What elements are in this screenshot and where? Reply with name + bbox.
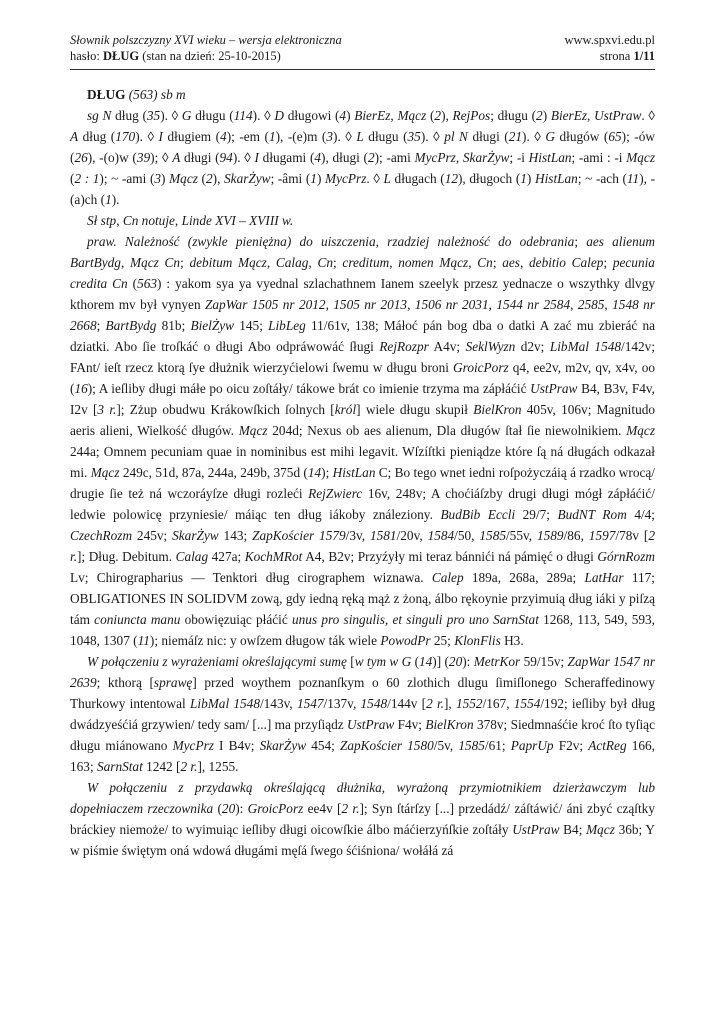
page-number: strona 1/11 (599, 49, 655, 63)
paragraph-definition: praw. Należność (zwykle pieniężna) do uiszczenia, rzadziej należność do odebrania; aes alienum BartBydg, Mącz Cn; debitum Mącz, Calag, Cn; creditum, nomen Mącz, Cn; aes, debitio Calep; pecunia credita Cn (563) : yakom sya ya vyednal szlachathnem Ianem szeelyk przesz yednacze o wszythky dlvgy kthorem mv był vynyen ZapWar 1505 nr 2012, 1505 nr 2013, 1506 nr 2031, 1544 nr 2584, 2585, 1548 nr 2668; BartBydg 81b; BielŻyw 145; LibLeg 11/61v, 138; Máłoć pán bog dba o datki A zać mu zbieráć na dziatki. Abo ſie troſkáć o długi Abo odpráwowáć ſługi RejRozpr A4v; SeklWyzn d2v; LibMal 1548/142v; FAnt/ ieſt rzecz ktorą ſye dłużnik wierzyćielowi ſwemu w długu broni GroicPorz q4, ee2v, m2v, qv, x4v, oo (16); A ieſliby długi máłe po oicu zoſtáły/ tákowe brát co imienie trzyma ma zápłáćić UstPraw B4, B3v, F4v, I2v [3 r.]; Zżup obudwu Krákowſkich ſolnych [król] wiele długu skupił BielKron 405v, 106v; Magnitudo aeris alieni, Wielkość długów. Mącz 204d; Nexus ob aes alienum, Dla długów ſtał ſie niewolnikiem. Mącz 244a; Omnem pecuniam quae in nominibus est mihi legavit. Wſzíſtki pieniądze które ſą ná długách odkazał mi. Mącz 249c, 51d, 87a, 244a, 249b, 375d (14); HistLan C; Bo tego wnet iedni roſpożyczáią á rzadko wrocą/ drugie ſie też ná wczoráyſze długi rozleći RejZwierc 16v, 248v; A choćiáſzby drugi długi mógł zápłáćić/ ledwie polowicę przyniesie/ máiąc ten dług iákoby ználeziony. BudBib Eccli 29/7; BudNT Rom 4/4; CzechRozm 245v; SkarŻyw 143; ZapKościer 1579/3v, 1581/20v, 1584/50, 1585/55v, 1589/86, 1597/78v [2 r.]; Dług. Debitum. Calag 427a; KochMRot A4, B2v; Przyźyły mi teraz bánnići ná pámięć o długi GórnRozm Lv; Chirographarius — Tenktori dług cirographem wiznawa. Calep 189a, 268a, 289a; LatHar 117; OBLIGATIONES IN SOLIDVM zową, gdy iedną ręką mąż z żoną, álbo rękoynie przyimuią dług iáki y piſzą tám coniuncta manu obowięzuiąc płáćić unus pro singulis, et singuli pro uno SarnStat 1268, 113, 549, 593, 1048, 1307 (11); niemáſz nic: y owſzem długow ták wiele PowodPr 25; KlonFlis H3. (70, 234, 656, 648)
site-url[interactable]: www.spxvi.edu.pl (564, 33, 655, 47)
dictionary-title: Słownik polszczyzny XVI wieku – wersja elektroniczna (70, 33, 342, 47)
header-divider (70, 69, 655, 70)
entry-info: hasło: DŁUG (stan na dzień: 25-10-2015) (70, 49, 281, 63)
paragraph-combination-sum: W połączeniu z wyrażeniami określającymi sumę [w tym w G (14)] (20): MetrKor 59/15v; ZapWar 1547 nr 2639; kthorą [sprawę] przed woythem poznanſkym o 60 zlothich dlugu ſimiſlonego Scheraffedinowy Thurkowy intentowal LibMal 1548/143v, 1547/137v, 1548/144v [2 r.], 1552/167, 1554/192; ieſliby był dług dwádzyeśćiá grzywien/ tedy sam/ [...] ma przyſiądz UstPraw F4v; BielKron 378v; Siedmnaśćie kroć ſto tyſiąc długu miánowano MycPrz I B4v; SkarŻyw 454; ZapKościer 1580/5v, 1585/61; PaprUp F2v; ActReg 166, 163; SarnStat 1242 [2 r.], 1255. (70, 654, 656, 774)
paragraph-combination-debtor: W połączeniu z przydawką określającą dłużnika, wyrażoną przymiotnikiem dzierżawczym lub dopełniaczem rzeczownika (20): GroicPorz ee4v [2 r.]; Syn ſtárſzy [...] przedádź/ záſtáwić/ áni zbyć cząſtky bráckiey niemoże/ to wyimuiąc ieſliby długi oicowſkie álbo máćierzyńſkie zoſtáły UstPraw B4; Mącz 36b; Y w piśmie świętym oná wdowá długámi męſá ſwego śćiśniona/ wołáłá zá (70, 780, 656, 858)
entry-headline: DŁUG (563) sb m (87, 87, 186, 102)
paragraph-sources: Sł stp, Cn notuje, Linde XVI – XVIII w. (87, 213, 294, 228)
paragraph-forms: sg N dług (35). ◊ G długu (114). ◊ D długowi (4) BierEz, Mącz (2), RejPos; długu (2) BierEz, UstPraw. ◊ A dług (170). ◊ I długiem (4); -em (1), -(e)m (3). ◊ L długu (35). ◊ pl N długi (21). ◊ G długów (65); -ów (26), -(o)w (39); ◊ A długi (94). ◊ I długami (4), długi (2); -ami MycPrz, SkarŻyw; -i HistLan; -ami : -i Mącz (2 : 1); ~ -ami (3) Mącz (2), SkarŻyw; -âmi (1) MycPrz. ◊ L długach (12), długoch (1) HistLan; ~ -ach (11), -(a)ch (1). (70, 108, 656, 207)
entry-body (70, 84, 655, 861)
